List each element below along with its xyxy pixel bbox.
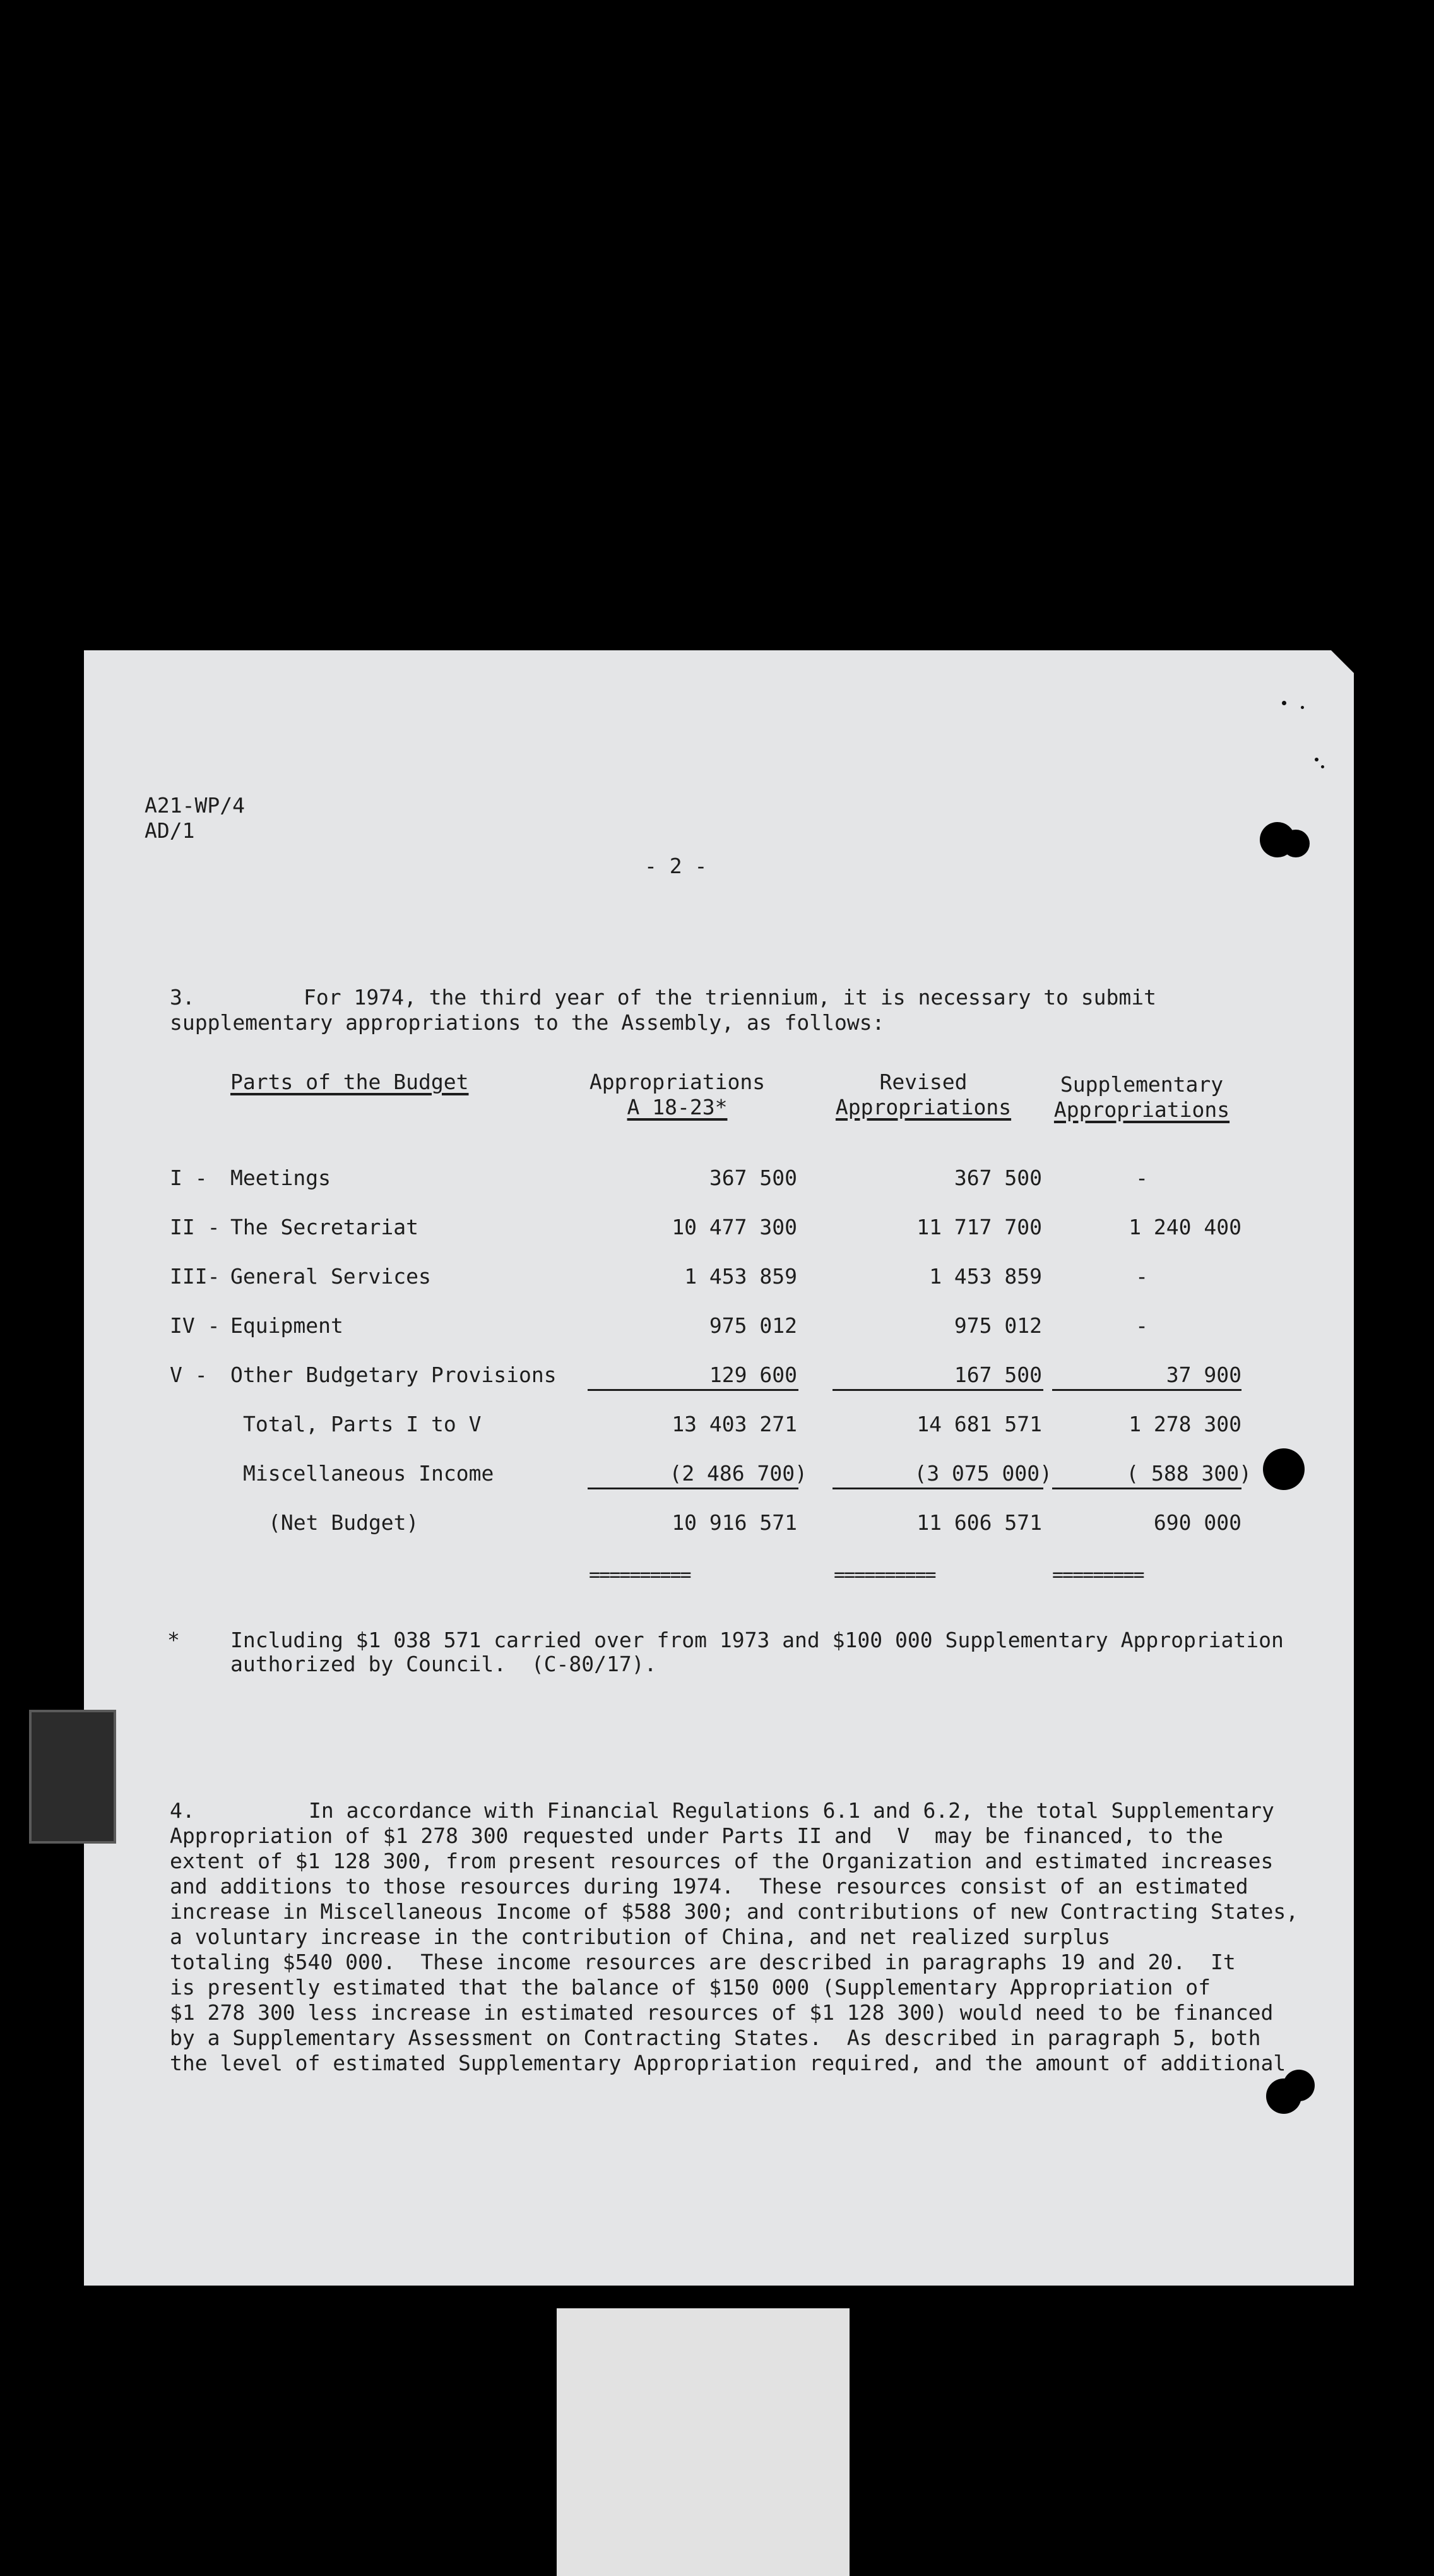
para3-line: For 1974, the third year of the triennium, it is necessary to submit [304, 985, 1157, 1010]
para4-line: extent of $1 128 300, from present resources of the Organization and estimated increases [170, 1849, 1274, 1873]
subtotal-rule [1052, 1389, 1241, 1391]
para3-number: 3. [170, 985, 195, 1010]
speck [1315, 758, 1318, 761]
row-revised: 11 717 700 [916, 1215, 1042, 1239]
misc-rule [1052, 1488, 1241, 1489]
row-label: The Secretariat [230, 1215, 419, 1239]
punch-hole-bottom-2 [1283, 2070, 1315, 2101]
row-supp: 1 240 400 [1129, 1215, 1241, 1239]
misc-supp: ( 588 300) [1126, 1461, 1252, 1486]
row-number: IV - [170, 1313, 220, 1338]
double-rule: ========= [1052, 1564, 1144, 1586]
para4-line: and additions to those resources during 1974. These resources consist of an estimated [170, 1874, 1248, 1899]
misc-revised: (3 075 000) [914, 1461, 1052, 1486]
para4-line: by a Supplementary Assessment on Contracting States. As described in paragraph 5, both [170, 2025, 1261, 2050]
misc-approp: (2 486 700) [669, 1461, 807, 1486]
para4-line: In accordance with Financial Regulations 6.1 and 6.2, the total Supplementary [309, 1798, 1274, 1823]
misc-rule [833, 1488, 1043, 1489]
double-rule: ========== [589, 1564, 690, 1586]
row-supp: - [1135, 1313, 1148, 1338]
col-header-supp-2: Appropriations [1053, 1097, 1230, 1122]
row-approp: 10 477 300 [672, 1215, 797, 1239]
para4-number: 4. [170, 1798, 195, 1823]
footnote-line: authorized by Council. (C-80/17). [230, 1652, 657, 1676]
row-label: Other Budgetary Provisions [230, 1363, 557, 1387]
row-number: III- [170, 1264, 220, 1289]
para4-line: a voluntary increase in the contribution of China, and net realized surplus [170, 1924, 1111, 1949]
col-header-approp-1: Appropriations [589, 1070, 766, 1094]
row-supp: - [1135, 1264, 1148, 1289]
total-revised: 14 681 571 [916, 1412, 1042, 1436]
doc-subreference: AD/1 [145, 818, 195, 843]
subtotal-rule [833, 1389, 1043, 1391]
punch-hole-top-2 [1282, 830, 1310, 857]
col-header-supp-1: Supplementary [1060, 1072, 1224, 1097]
row-approp: 1 453 859 [684, 1264, 797, 1289]
row-revised: 1 453 859 [929, 1264, 1042, 1289]
row-revised: 975 012 [954, 1313, 1042, 1338]
row-number: I - [170, 1166, 208, 1190]
row-revised: 367 500 [954, 1166, 1042, 1190]
para3-line: supplementary appropriations to the Assembly, as follows: [170, 1010, 885, 1035]
col-header-parts: Parts of the Budget [230, 1070, 469, 1094]
speck [1282, 701, 1286, 705]
doc-reference: A21-WP/4 [145, 793, 245, 818]
binder-tab [29, 1710, 116, 1844]
row-approp: 367 500 [709, 1166, 797, 1190]
row-number: II - [170, 1215, 220, 1239]
row-approp: 129 600 [709, 1363, 797, 1387]
page-number: - 2 - [644, 854, 708, 878]
row-label: Equipment [230, 1313, 343, 1338]
row-label: Meetings [230, 1166, 331, 1190]
row-revised: 167 500 [954, 1363, 1042, 1387]
row-label: General Services [230, 1264, 431, 1289]
row-supp: - [1135, 1166, 1148, 1190]
total-approp: 13 403 271 [672, 1412, 797, 1436]
row-supp: 37 900 [1166, 1363, 1241, 1387]
net-budget-label: (Net Budget) [268, 1510, 419, 1535]
para4-line: Appropriation of $1 278 300 requested under Parts II and V may be financed, to the [170, 1823, 1223, 1848]
blank-label-card [557, 2308, 850, 2576]
document-page [84, 650, 1354, 2286]
para4-line: $1 278 300 less increase in estimated resources of $1 128 300) would need to be financed [170, 2000, 1274, 2025]
folded-corner [1331, 650, 1354, 673]
para4-line: increase in Miscellaneous Income of $588 300; and contributions of new Contracting States, [170, 1899, 1299, 1924]
col-header-revised-2: Appropriations [835, 1095, 1012, 1119]
net-supp: 690 000 [1153, 1510, 1241, 1535]
total-label: Total, Parts I to V [243, 1412, 482, 1436]
row-number: V - [170, 1363, 208, 1387]
footnote-marker: * [167, 1628, 180, 1652]
para4-line: totaling $540 000. These income resources are described in paragraphs 19 and 20. It [170, 1950, 1236, 1974]
row-approp: 975 012 [709, 1313, 797, 1338]
para4-line: is presently estimated that the balance of $150 000 (Supplementary Appropriation of [170, 1975, 1211, 2000]
para4-line: the level of estimated Supplementary Appropriation required, and the amount of additional [170, 2051, 1286, 2075]
footnote-line: Including $1 038 571 carried over from 1973 and $100 000 Supplementary Appropriation [230, 1628, 1284, 1652]
misc-income-label: Miscellaneous Income [243, 1461, 494, 1486]
double-rule: ========== [834, 1564, 935, 1586]
speck [1321, 765, 1324, 768]
col-header-revised-1: Revised [879, 1070, 968, 1094]
col-header-approp-2: A 18-23* [627, 1095, 728, 1119]
speck [1301, 706, 1304, 709]
net-approp: 10 916 571 [672, 1510, 797, 1535]
misc-rule [588, 1488, 798, 1489]
subtotal-rule [588, 1389, 798, 1391]
net-revised: 11 606 571 [916, 1510, 1042, 1535]
punch-hole-middle [1263, 1448, 1305, 1490]
total-supp: 1 278 300 [1129, 1412, 1241, 1436]
